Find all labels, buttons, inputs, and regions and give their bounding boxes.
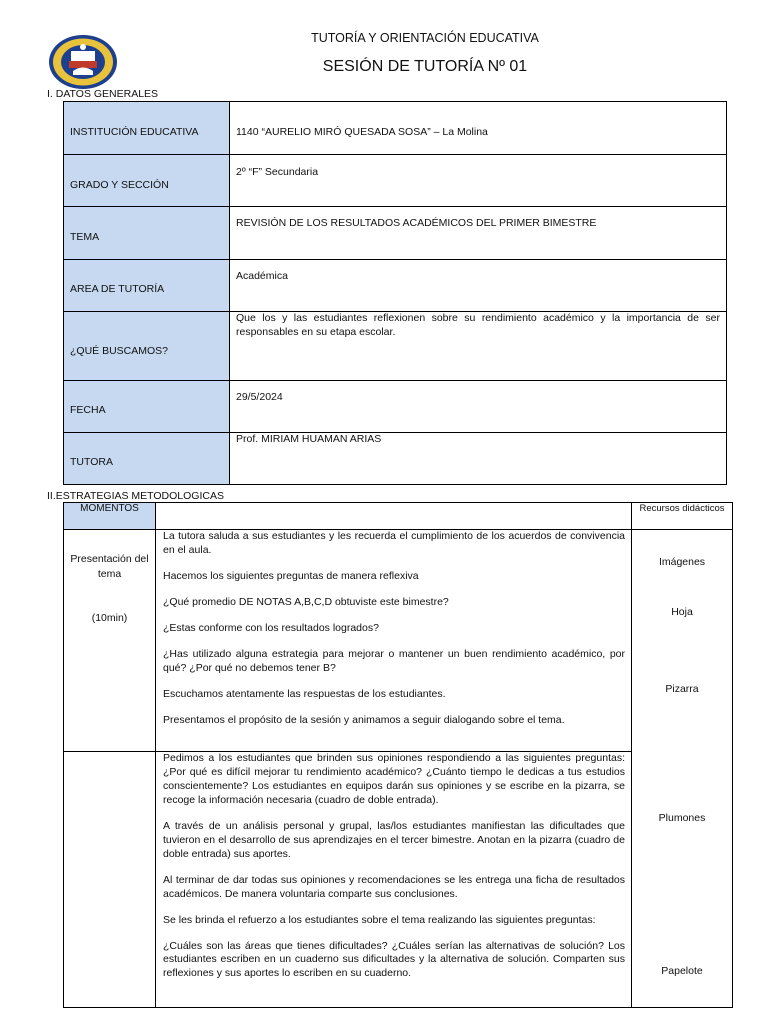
row-value: 1140 “AURELIO MIRÓ QUESADA SOSA” – La Molina	[230, 102, 727, 155]
general-data-table	[63, 101, 727, 485]
document-title: TUTORÍA Y ORIENTACIÓN EDUCATIVA	[311, 31, 539, 45]
table-row	[64, 433, 727, 485]
row-value: 29/5/2024	[230, 381, 727, 433]
resources-cell	[632, 530, 733, 1008]
section-strategies-title: II.ESTRATEGIAS METODOLOGICAS	[47, 490, 224, 502]
table-row	[64, 530, 733, 752]
row-label-cell	[64, 260, 230, 312]
resource-item: Hoja	[671, 606, 693, 618]
resource-item: Plumones	[658, 812, 706, 824]
activity-paragraph: Hacemos los siguientes preguntas de manera reflexiva	[163, 569, 419, 582]
activity-paragraph: ¿Estas conforme con los resultados logrados?	[163, 621, 379, 634]
session-title: SESIÓN DE TUTORÍA Nº 01	[322, 58, 528, 75]
row-label: GRADO Y SECCIÓN	[70, 179, 169, 191]
activity-paragraph: La tutora saluda a sus estudiantes y les recuerda el cumplimiento de los acuerdos de convivencia en el aula.	[163, 530, 625, 556]
resource-item: Papelote	[661, 965, 703, 977]
activity-paragraph: Pedimos a los estudiantes que brinden sus opiniones respondiendo a las siguientes preguntas: ¿Por qué es difícil mejorar tu rendimiento académico? ¿Cuánto tiempo le dedicas a tus estudios conscientemente? Los estudiantes en equipos darán sus opiniones y se escribe en la pizarra, se recoge la información necesaria (cuadro de doble entrada).	[163, 752, 625, 806]
row-label: FECHA	[70, 404, 106, 416]
activity-content	[156, 530, 632, 752]
row-value: 2º “F” Secundaria	[230, 155, 727, 207]
row-label-cell	[64, 312, 230, 381]
activity-paragraph: Presentamos el propósito de la sesión y animamos a seguir dialogando sobre el tema.	[163, 713, 565, 726]
strategies-table	[63, 502, 733, 1008]
table-row	[64, 381, 727, 433]
row-label-cell	[64, 381, 230, 433]
row-label-cell	[64, 155, 230, 207]
row-label-cell	[64, 207, 230, 260]
row-label-cell	[64, 433, 230, 485]
resource-item: Pizarra	[665, 683, 699, 695]
activity-paragraph: Se les brinda el refuerzo a los estudiantes sobre el tema realizando las siguientes preguntas:	[163, 913, 596, 926]
activity-paragraph: ¿Cuáles son las áreas que tienes dificultades? ¿Cuáles serían las alternativas de solución? Los estudiantes escriben en un cuaderno sus dificultades y la alternativa de solución. Comparten sus reflexiones y sus aportes lo escriben en su cuaderno.	[163, 939, 625, 980]
row-label: ¿QUÉ BUSCAMOS?	[70, 345, 169, 357]
moment-cell	[64, 530, 156, 752]
activity-paragraph: Al terminar de dar todas sus opiniones y recomendaciones se les entrega una ficha de resultados académicos. De manera voluntaria comparte sus conclusiones.	[163, 873, 625, 900]
row-label-cell	[64, 102, 230, 155]
row-value: Prof. MIRIAM HUAMAN ARIAS	[230, 433, 727, 485]
activity-paragraph: ¿Qué promedio DE NOTAS A,B,C,D obtuviste este bimestre?	[163, 595, 449, 608]
table-row	[64, 102, 727, 155]
moment-cell	[64, 752, 156, 1008]
table-row	[64, 207, 727, 260]
activity-paragraph: A través de un análisis personal y grupal, las/los estudiantes manifiestan las dificultades que tuvieron en el desarrollo de sus aprendizajes en el tercer bimestre. Anotan en la pizarra (cuadro de doble entrada) sus aportes.	[163, 819, 625, 860]
row-label: AREA DE TUTORÍA	[70, 283, 165, 295]
activity-paragraph: ¿Has utilizado alguna estrategia para mejorar o mantener un buen rendimiento académico, por qué? ¿Por qué no debemos tener B?	[163, 647, 625, 674]
resources-header: Recursos didácticos	[632, 503, 733, 530]
table-row	[64, 155, 727, 207]
moment-time: (10min)	[91, 612, 128, 625]
row-label: INSTITUCIÓN EDUCATIVA	[70, 126, 199, 138]
activity-paragraph: Escuchamos atentamente las respuestas de los estudiantes.	[163, 687, 446, 700]
table-header-row	[64, 503, 733, 530]
moment-label: Presentación del tema	[70, 553, 149, 580]
row-value: REVISIÓN DE LOS RESULTADOS ACADÉMICOS DEL PRIMER BIMESTRE	[230, 207, 727, 260]
table-row	[64, 260, 727, 312]
row-value: Académica	[230, 260, 727, 312]
resource-item: Imágenes	[658, 556, 706, 568]
content-header	[156, 503, 632, 530]
table-row	[64, 312, 727, 381]
moments-header: MOMENTOS	[64, 503, 156, 530]
row-label: TUTORA	[70, 456, 113, 468]
row-label: TEMA	[70, 231, 100, 243]
activity-content	[156, 752, 632, 1008]
row-value: Que los y las estudiantes reflexionen sobre su rendimiento académico y la importancia de ser responsables en su etapa escolar.	[230, 312, 727, 381]
section-general-data-title: I. DATOS GENERALES	[47, 88, 159, 100]
